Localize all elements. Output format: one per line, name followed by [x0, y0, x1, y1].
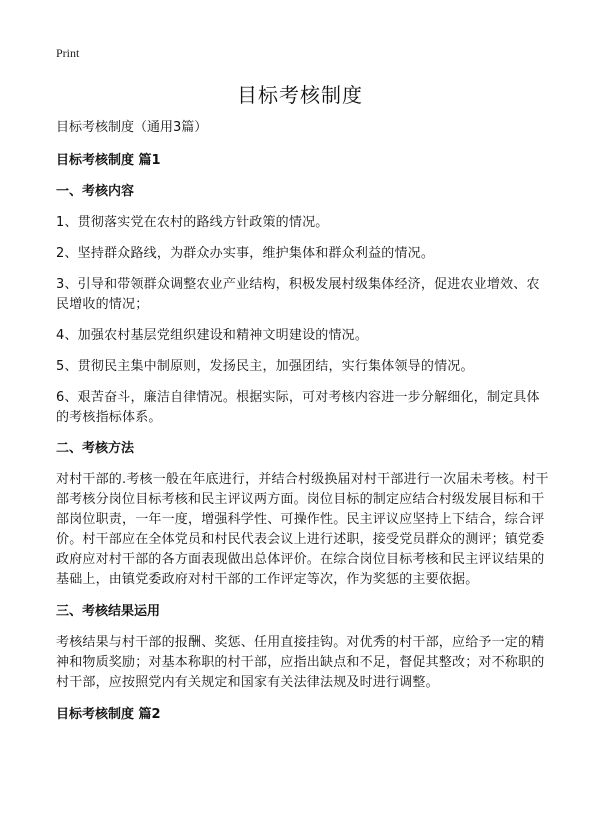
section1-item-1: 1、贯彻落实党在农村的路线方针政策的情况。: [56, 215, 329, 230]
section2-body: 对村干部的.考核一般在年底进行，并结合村级换届对村干部进行一次届未考核。村干部考核分岗位目标考核和民主评议两方面。岗位目标的制定应结合村级发展目标和干部岗位职责，一年一度，增强科学性、可操作性。民主评议应坚持上下结合，综合评价。村干部应在全体党员和村民代表会议上进行述职，接受党员群众的测评；镇党委政府应对村干部的各方面表现做出总体评价。在综合岗位目标考核和民主评议结果的基础上，由镇党委政府对村干部的工作评定等次，作为奖惩的主要依据。: [56, 472, 549, 587]
section1-item-3: 3、引导和带领群众调整农业产业结构，积极发展村级集体经济，促进农业增效、农民增收的情况；: [56, 277, 540, 312]
section1-heading: 一、考核内容: [56, 184, 135, 199]
document-body: [56, 118, 550, 736]
section1-item-4: 4、加强农村基层党组织建设和精神文明建设的情况。: [56, 328, 369, 343]
section1-item-2: 2、坚持群众路线，为群众办实事，维护集体和群众利益的情况。: [56, 246, 435, 261]
document-subtitle: 目标考核制度（通用3篇）: [56, 120, 208, 135]
section3-heading: 三、考核结果运用: [56, 604, 161, 619]
document-title: 目标考核制度: [237, 83, 363, 107]
section2-heading: 二、考核方法: [56, 441, 135, 456]
section1-item-5: 5、贯彻民主集中制原则，发扬民主，加强团结，实行集体领导的情况。: [56, 359, 474, 374]
section3-body: 考核结果与村干部的报酬、奖惩、任用直接挂钩。对优秀的村干部，应给予一定的精神和物质奖励；对基本称职的村干部，应指出缺点和不足，督促其整改；对不称职的村干部，应按照党内有关规定和国家有关法律法规及时进行调整。: [56, 635, 545, 690]
part1-heading: 目标考核制度 篇1: [56, 153, 161, 168]
section1-item-6: 6、艰苦奋斗，廉洁自律情况。根据实际，可对考核内容进一步分解细化，制定具体的考核指标体系。: [56, 390, 540, 425]
print-label: Print: [56, 46, 80, 60]
part2-heading: 目标考核制度 篇2: [56, 707, 161, 722]
